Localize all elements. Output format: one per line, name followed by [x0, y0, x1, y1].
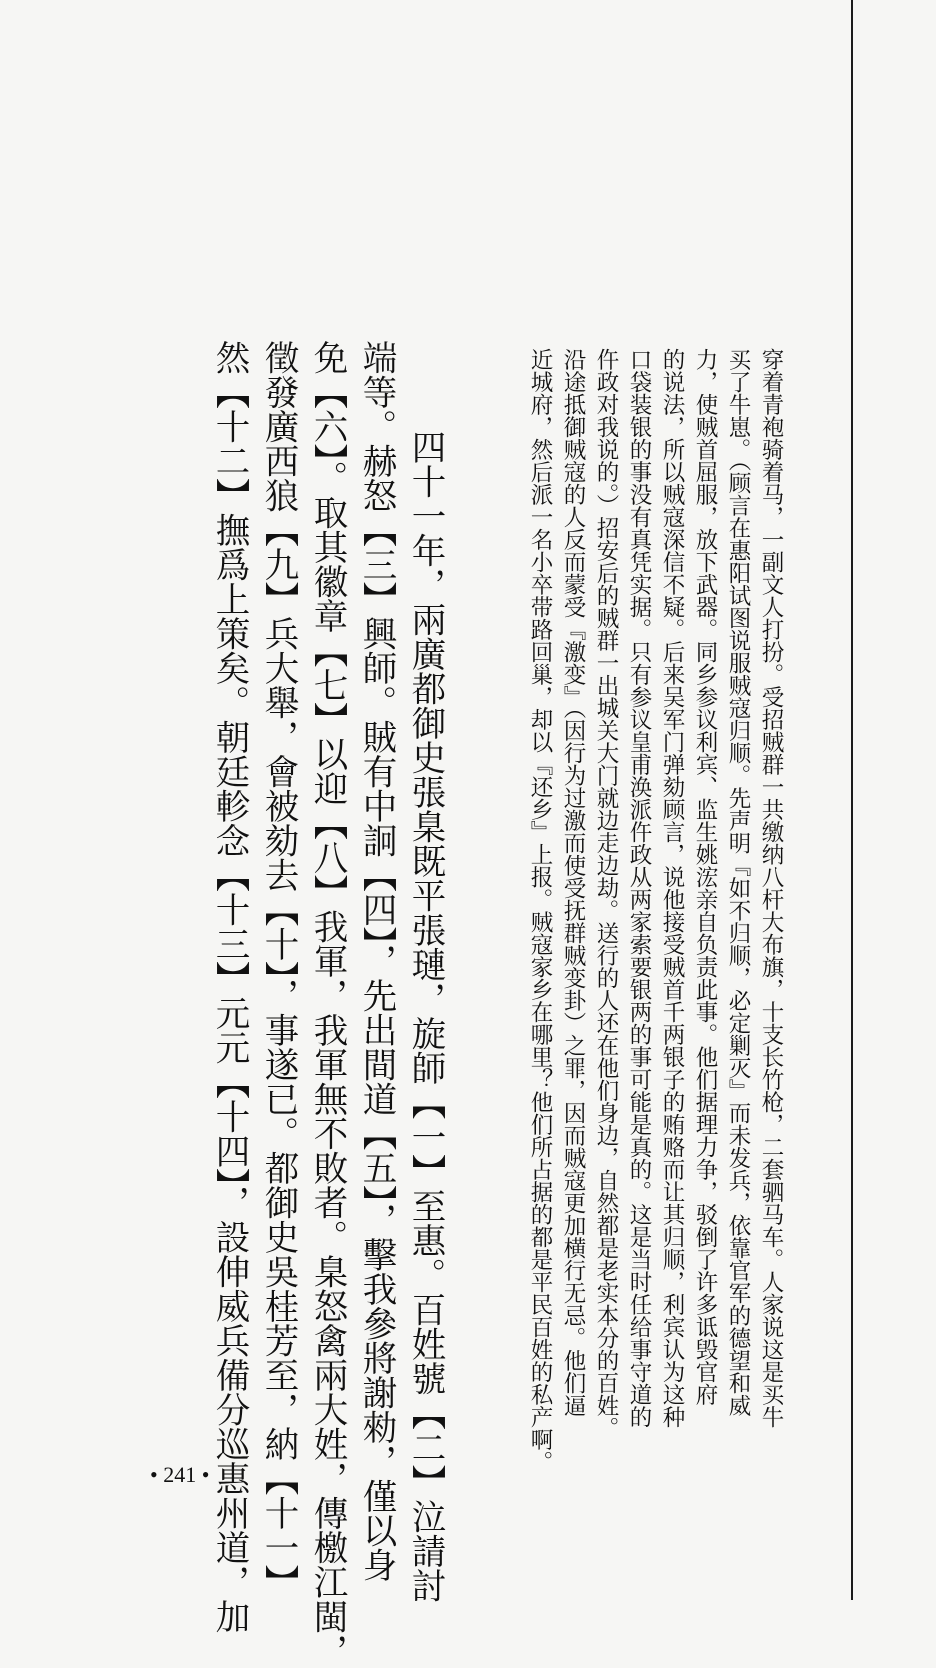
- commentary-line-6: 仵政对我说的。）招安后的贼群一出城关大门就边走边劫。送行的人还在他们身边，自然都是老实本分的百姓。: [593, 348, 619, 1440]
- original-line-5: 然【十二】撫爲上策矣。朝廷軫念【十三】元元【十四】，設伸威兵備分巡惠州道，加: [209, 340, 249, 1634]
- commentary-line-5: 口袋装银的事没有真凭实据。只有参议皇甫涣派仵政从两家索要银两的事可能是真的。这是当时任给事守道的: [626, 348, 652, 1428]
- commentary-line-7: 沿途抵御贼寇的人反而蒙受『激变』（因行为过激而使受抚群贼变卦）之罪，因而贼寇更加横行无忌。他们逼: [560, 348, 586, 1417]
- commentary-line-1: 穿着青袍骑着马，一副文人打扮。受招贼群一共缴纳八杆大布旗，十支长竹枪，二套驷马车。人家说这是买牛: [758, 348, 784, 1428]
- original-line-2: 端等。赫怒【三】興師。賊有中詗【四】，先出間道【五】，擊我參將謝勑，僅以身: [356, 340, 396, 1582]
- original-line-1: 四十一年，兩廣都御史張臬既平張璉，旋師【一】至惠。百姓號【二】泣請討: [405, 395, 445, 1603]
- page-number: • 241 •: [150, 1462, 210, 1487]
- commentary-line-4: 的说法，所以贼寇深信不疑。后来吴军门弹劾顾言，说他接受贼首千两银子的贿赂而让其归顺，利宾认为这种: [659, 348, 685, 1428]
- page-edge-rule: [851, 0, 853, 1600]
- commentary-line-8: 近城府，然后派一名小卒带路回巢，却以『还乡』上报。贼寇家乡在哪里？他们所占据的都是平民百姓的私产啊。: [527, 348, 553, 1473]
- original-line-3: 免【六】。取其徽章【七】以迎【八】我軍，我軍無不敗者。臬怒禽兩大姓，傳檄江閩，: [307, 340, 347, 1668]
- commentary-line-3: 力，使贼首屈服，放下武器。同乡参议利宾、监生姚浤亲自负责此事。他们据理力争，驳倒了许多诋毁官府: [692, 348, 718, 1406]
- original-line-4: 徵發廣西狼【九】兵大舉，會被劾去【十】，事遂已。都御史吳桂芳至，納【十一】: [258, 340, 298, 1600]
- commentary-line-2: 买了牛崽。（顾言在惠阳试图说服贼寇归顺。先声明『如不归顺，必定剿灭』而未发兵，依靠官军的德望和威: [725, 348, 751, 1417]
